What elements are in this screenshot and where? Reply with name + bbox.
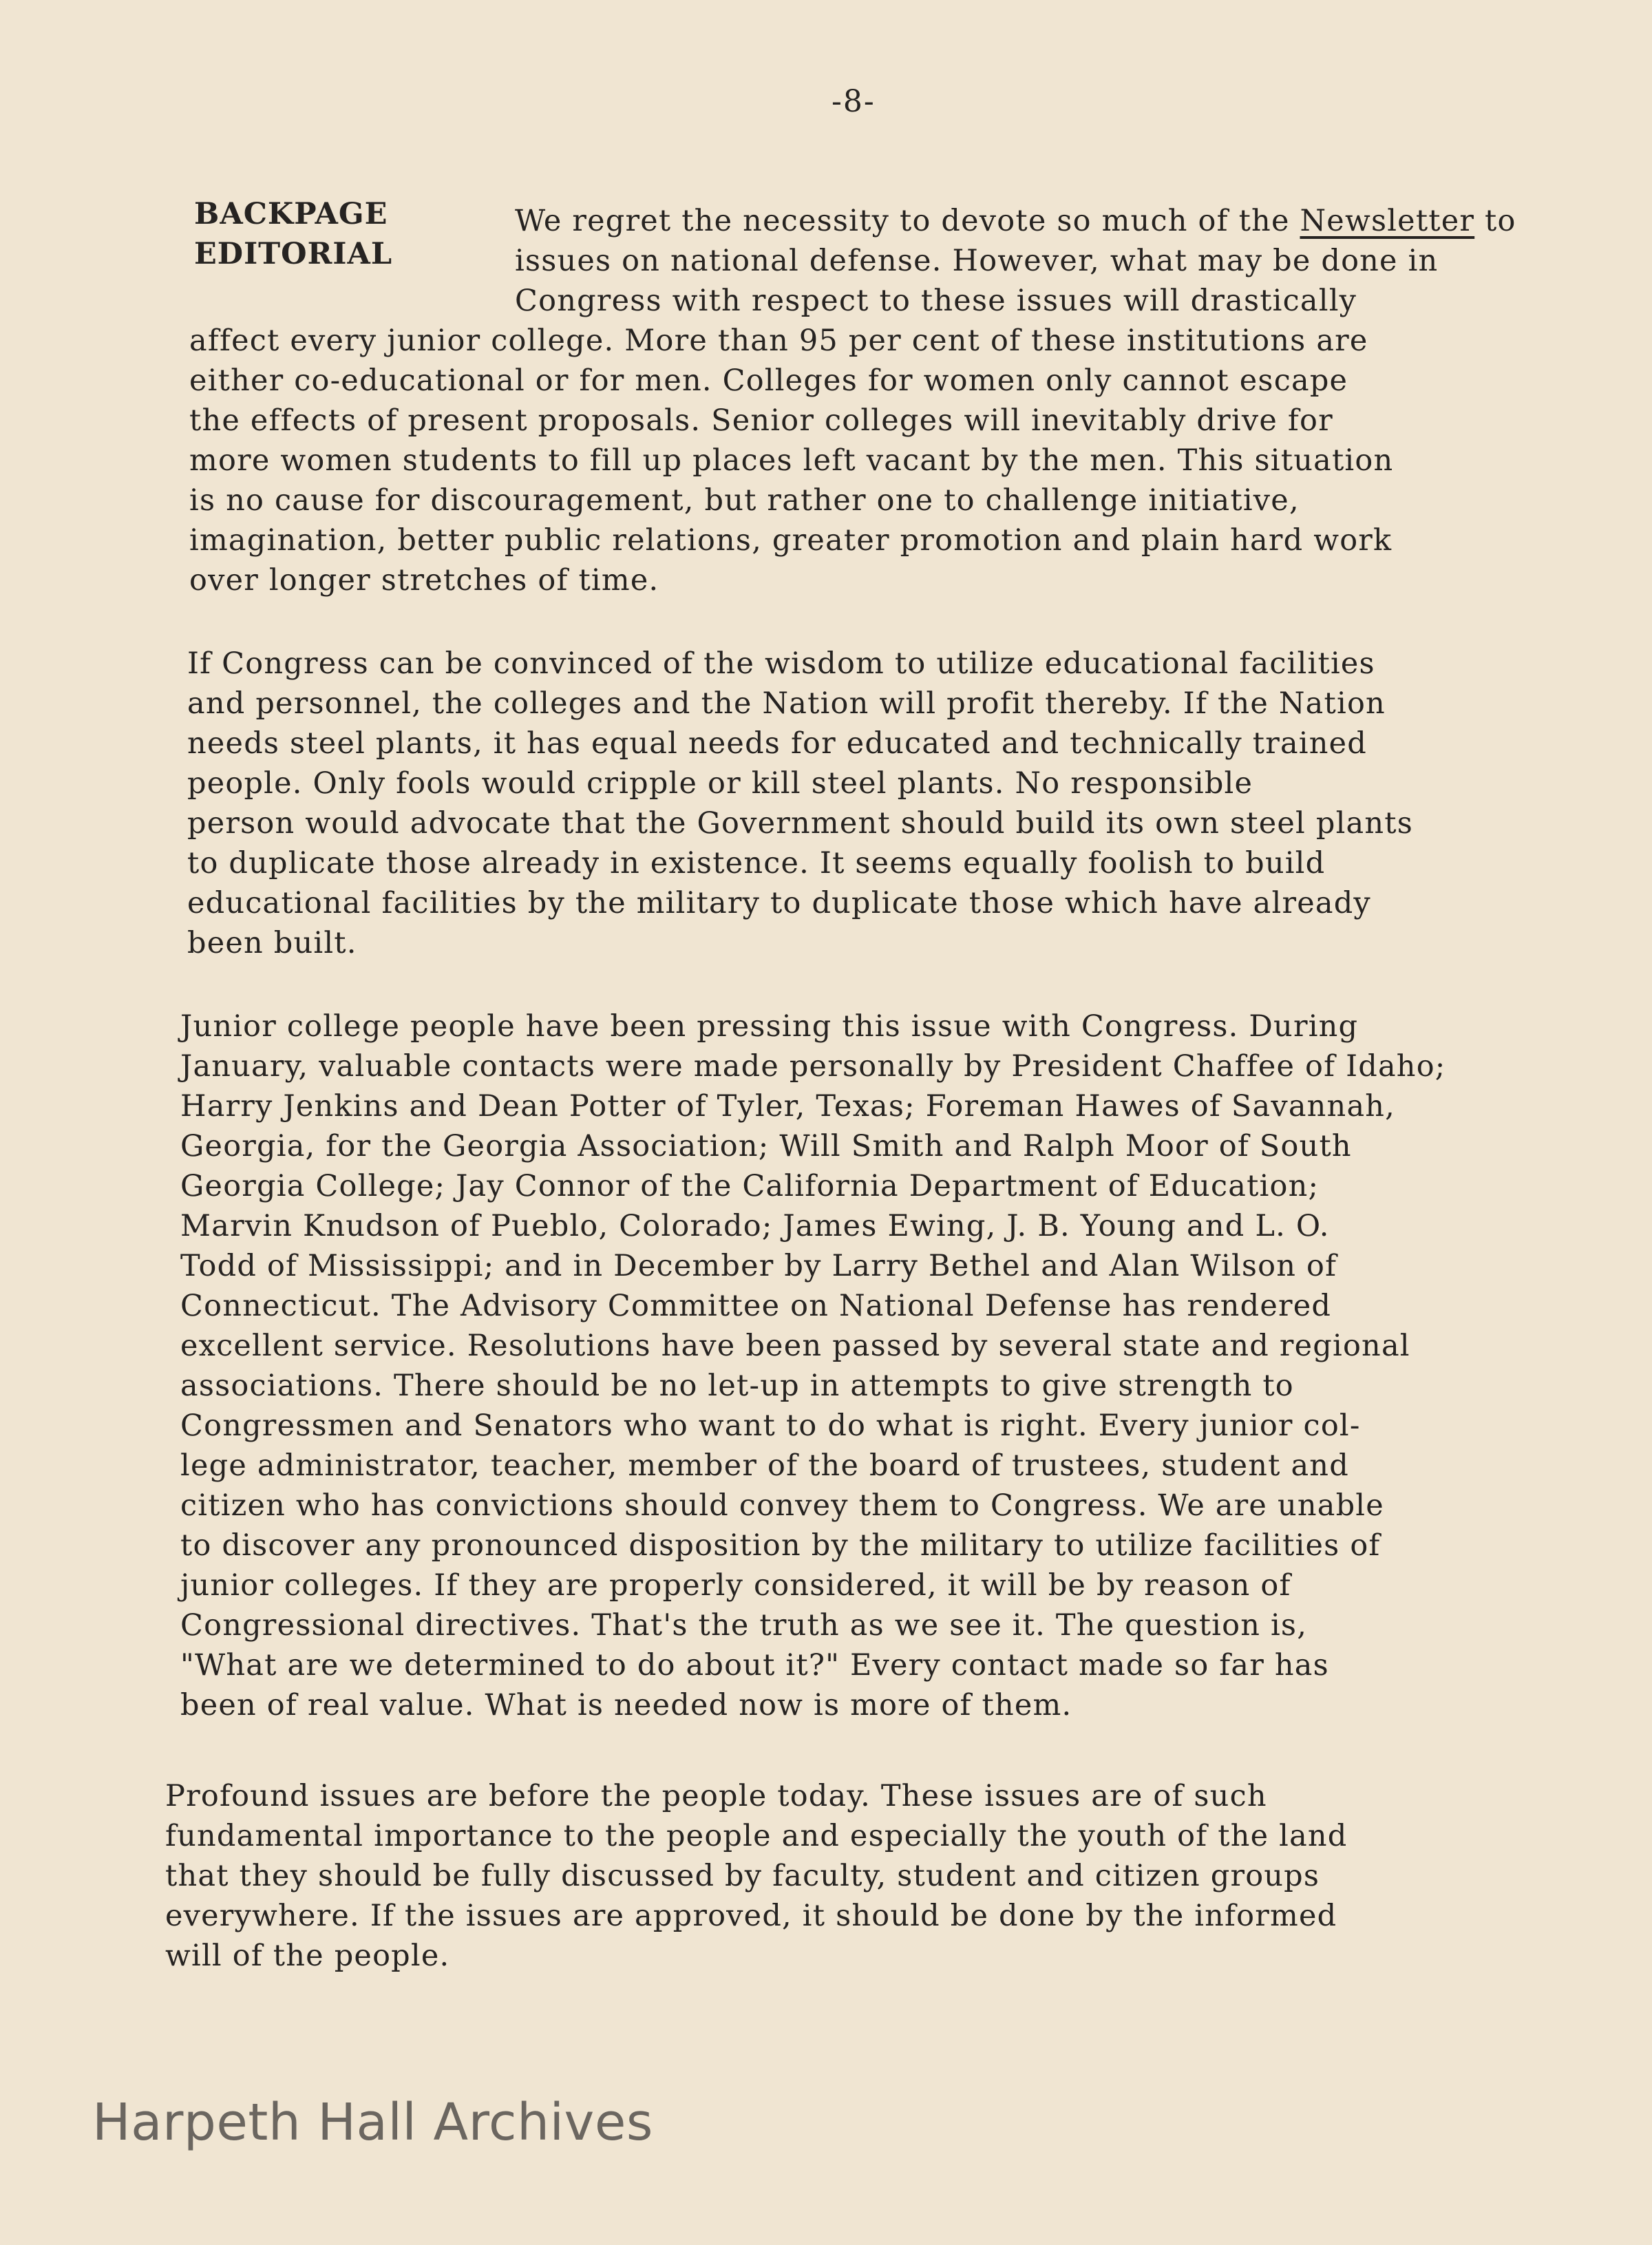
paragraph-3: Junior college people have been pressing this issue with Congress. During January, valuable contacts were made personally by President Chaffee of Idaho; Harry Jenkins and Dean Potter of Tyler, Texas; Foreman Hawes of Savannah, Georgia, for the Georgia Association; Will Smith and Ralph Moor of South Georgia College; Jay Connor of the California Department of Education; Marvin Knudson of Pueblo, Colorado; James Ewing, J. B. Young and L. O. Todd of Mississippi; and in December by Larry Bethel and Alan Wilson of Connecticut. The Advisory Committee on National Defense has rendered excellent service. Resolutions have been passed by several state and regional associations. There should be no let-up in attempts to give strength to Congressmen and Senators who want to do what is right. Every junior col- lege administrator, teacher, member of the board of trustees, student and citizen who has convictions should convey them to Congress. We are unable to discover any pronounced disposition by the military to utilize facilities of junior colleges. If they are properly considered, it will be by reason of Congressional directives. That's the truth as we see it. The question is, "What are we determined to do about it?" Every contact made so far has been of real value. What is needed now is more of them. [180, 1009, 1446, 1722]
paragraph-2: If Congress can be convinced of the wisdom to utilize educational facilities and personnel, the colleges and the Nation will profit thereby. If the Nation needs steel plants, it has equal needs for educated and technically trained people. Only fools would cripple or kill steel plants. No responsible person would advocate that the Government should build its own steel plants to duplicate those already in existence. It seems equally foolish to build educational facilities by the military to duplicate those which have already been built. [187, 646, 1414, 960]
archive-watermark: Harpeth Hall Archives [92, 2093, 653, 2152]
page-number: -8- [832, 84, 876, 119]
newsletter-title-underlined: Newsletter [1300, 204, 1475, 238]
paragraph-4: Profound issues are before the people today. These issues are of such fundamental importance to the people and especially the youth of the land that they should be fully discussed by faculty, student and citizen groups everywhere. If the issues are approved, it should be done by the informed will of the people. [165, 1779, 1348, 1973]
editorial-heading [194, 194, 392, 274]
heading-line-2: EDITORIAL [194, 237, 393, 271]
lead-text-after: to issues on national defense. However, what may be done in Congress with respect to these issues will drastically [515, 204, 1516, 318]
heading-line-1: BACKPAGE [194, 197, 388, 231]
paragraph-1: affect every junior college. More than 95 per cent of these institutions are either co-educational or for men. Colleges for women only cannot escape the effects of present proposals. Senior colleges will inevitably drive for more women students to fill up places left vacant by the men. This situation is no cause for discouragement, but rather one to challenge initiative, imagination, better public relations, greater promotion and plain hard work over longer stretches of time. [189, 324, 1394, 598]
editorial-lead-paragraph [515, 201, 1582, 321]
lead-text-before: We regret the necessity to devote so much of the [515, 204, 1300, 238]
